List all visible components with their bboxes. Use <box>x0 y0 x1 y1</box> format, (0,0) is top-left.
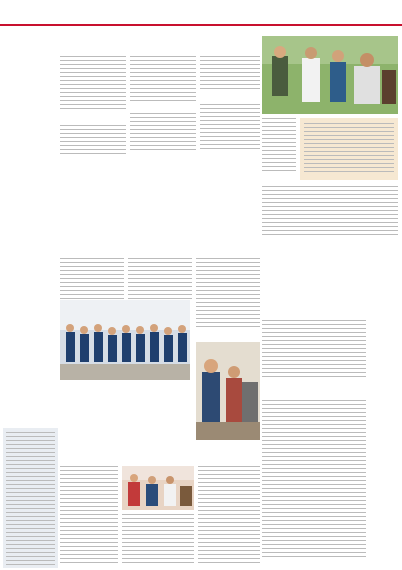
photo-field-visit <box>262 36 398 114</box>
photo-mediation-image <box>196 342 260 440</box>
right-col-lower <box>262 400 366 560</box>
top-article-col3 <box>200 56 260 92</box>
top-article-col1b <box>60 125 126 157</box>
top-article-col1 <box>60 56 126 112</box>
masthead-rule <box>0 24 402 26</box>
highlight-box-text <box>304 123 394 175</box>
left-sidebar-text <box>6 432 55 568</box>
middle-col2 <box>128 258 192 302</box>
right-col-top <box>262 186 398 238</box>
left-sidebar-box <box>3 428 58 568</box>
photo-training-image <box>60 300 190 380</box>
top-article-col2 <box>130 56 196 104</box>
bottom-col1 <box>60 466 118 566</box>
photo-community-image <box>122 466 194 510</box>
middle-col3 <box>196 258 260 330</box>
highlight-box-top-right <box>300 118 398 180</box>
bottom-col2 <box>122 514 194 566</box>
bottom-col3 <box>198 466 260 566</box>
top-article-col3b <box>200 104 260 152</box>
masthead <box>0 0 402 26</box>
photo-field-visit-image <box>262 36 398 114</box>
top-right-text <box>262 118 296 174</box>
right-col-mid <box>262 320 366 380</box>
top-article-col2b <box>130 113 196 153</box>
photo-community <box>122 466 194 510</box>
photo-mediation <box>196 342 260 440</box>
photo-training <box>60 300 190 380</box>
